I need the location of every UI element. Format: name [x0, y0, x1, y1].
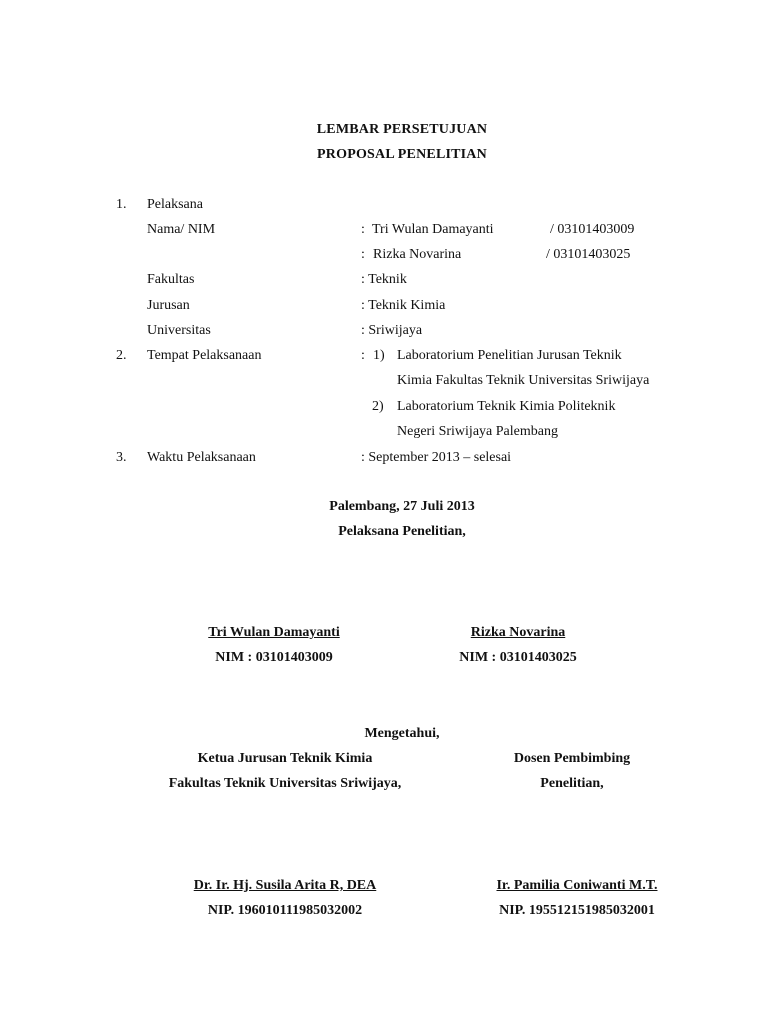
waktu-value: : September 2013 – selesai — [361, 450, 512, 465]
location-1-number: 1) — [373, 348, 385, 363]
signer-1-nim: NIM : 03101403009 — [215, 650, 333, 665]
item3-number: 3. — [116, 450, 127, 465]
executor-nim-1: / 03101403009 — [550, 222, 635, 237]
executor-name-1: Tri Wulan Damayanti — [372, 222, 494, 237]
jurusan-value: : Teknik Kimia — [361, 298, 446, 313]
location-1-line2: Kimia Fakultas Teknik Universitas Sriwijaya — [397, 373, 650, 388]
universitas-label: Universitas — [147, 323, 211, 338]
approver-right-title-line2: Penelitian, — [540, 776, 604, 791]
approver-left-title-line1: Ketua Jurusan Teknik Kimia — [197, 751, 373, 766]
location-2-line2: Negeri Sriwijaya Palembang — [397, 424, 558, 439]
executor-nim-2: / 03101403025 — [546, 247, 631, 262]
universitas-value: : Sriwijaya — [361, 323, 423, 338]
nama-separator-1: : — [361, 222, 365, 237]
approver-right-nip: NIP. 195512151985032001 — [499, 903, 655, 918]
item1-label: Pelaksana — [147, 197, 203, 212]
signer-2-nim: NIM : 03101403025 — [459, 650, 577, 665]
nama-separator-2: : — [361, 247, 365, 262]
document-title-line2: PROPOSAL PENELITIAN — [317, 147, 487, 162]
item2-number: 2. — [116, 348, 127, 363]
executor-role: Pelaksana Penelitian, — [338, 524, 466, 539]
nama-nim-label: Nama/ NIM — [147, 222, 216, 237]
place-date: Palembang, 27 Juli 2013 — [329, 499, 475, 514]
approver-right-title-line1: Dosen Pembimbing — [513, 751, 631, 766]
fakultas-label: Fakultas — [147, 272, 195, 287]
approver-left-nip: NIP. 196010111985032002 — [207, 903, 363, 918]
jurusan-label: Jurusan — [147, 298, 190, 313]
item2-label: Tempat Pelaksanaan — [147, 348, 262, 363]
document-title-line1: LEMBAR PERSETUJUAN — [316, 122, 488, 137]
location-2-line1: Laboratorium Teknik Kimia Politeknik — [397, 399, 616, 414]
tempat-separator: : — [361, 348, 365, 363]
location-2-number: 2) — [372, 399, 384, 414]
item1-number: 1. — [116, 197, 127, 212]
signer-2-name: Rizka Novarina — [470, 625, 566, 640]
approver-left-name: Dr. Ir. Hj. Susila Arita R, DEA — [193, 878, 377, 893]
signer-1-name: Tri Wulan Damayanti — [208, 625, 340, 640]
approval-heading: Mengetahui, — [364, 726, 440, 741]
location-1-line1: Laboratorium Penelitian Jurusan Teknik — [397, 348, 622, 363]
approver-right-name: Ir. Pamilia Coniwanti M.T. — [496, 878, 658, 893]
fakultas-value: : Teknik — [361, 272, 407, 287]
executor-name-2: Rizka Novarina — [373, 247, 462, 262]
approver-left-title-line2: Fakultas Teknik Universitas Sriwijaya, — [168, 776, 402, 791]
item3-label: Waktu Pelaksanaan — [147, 450, 256, 465]
